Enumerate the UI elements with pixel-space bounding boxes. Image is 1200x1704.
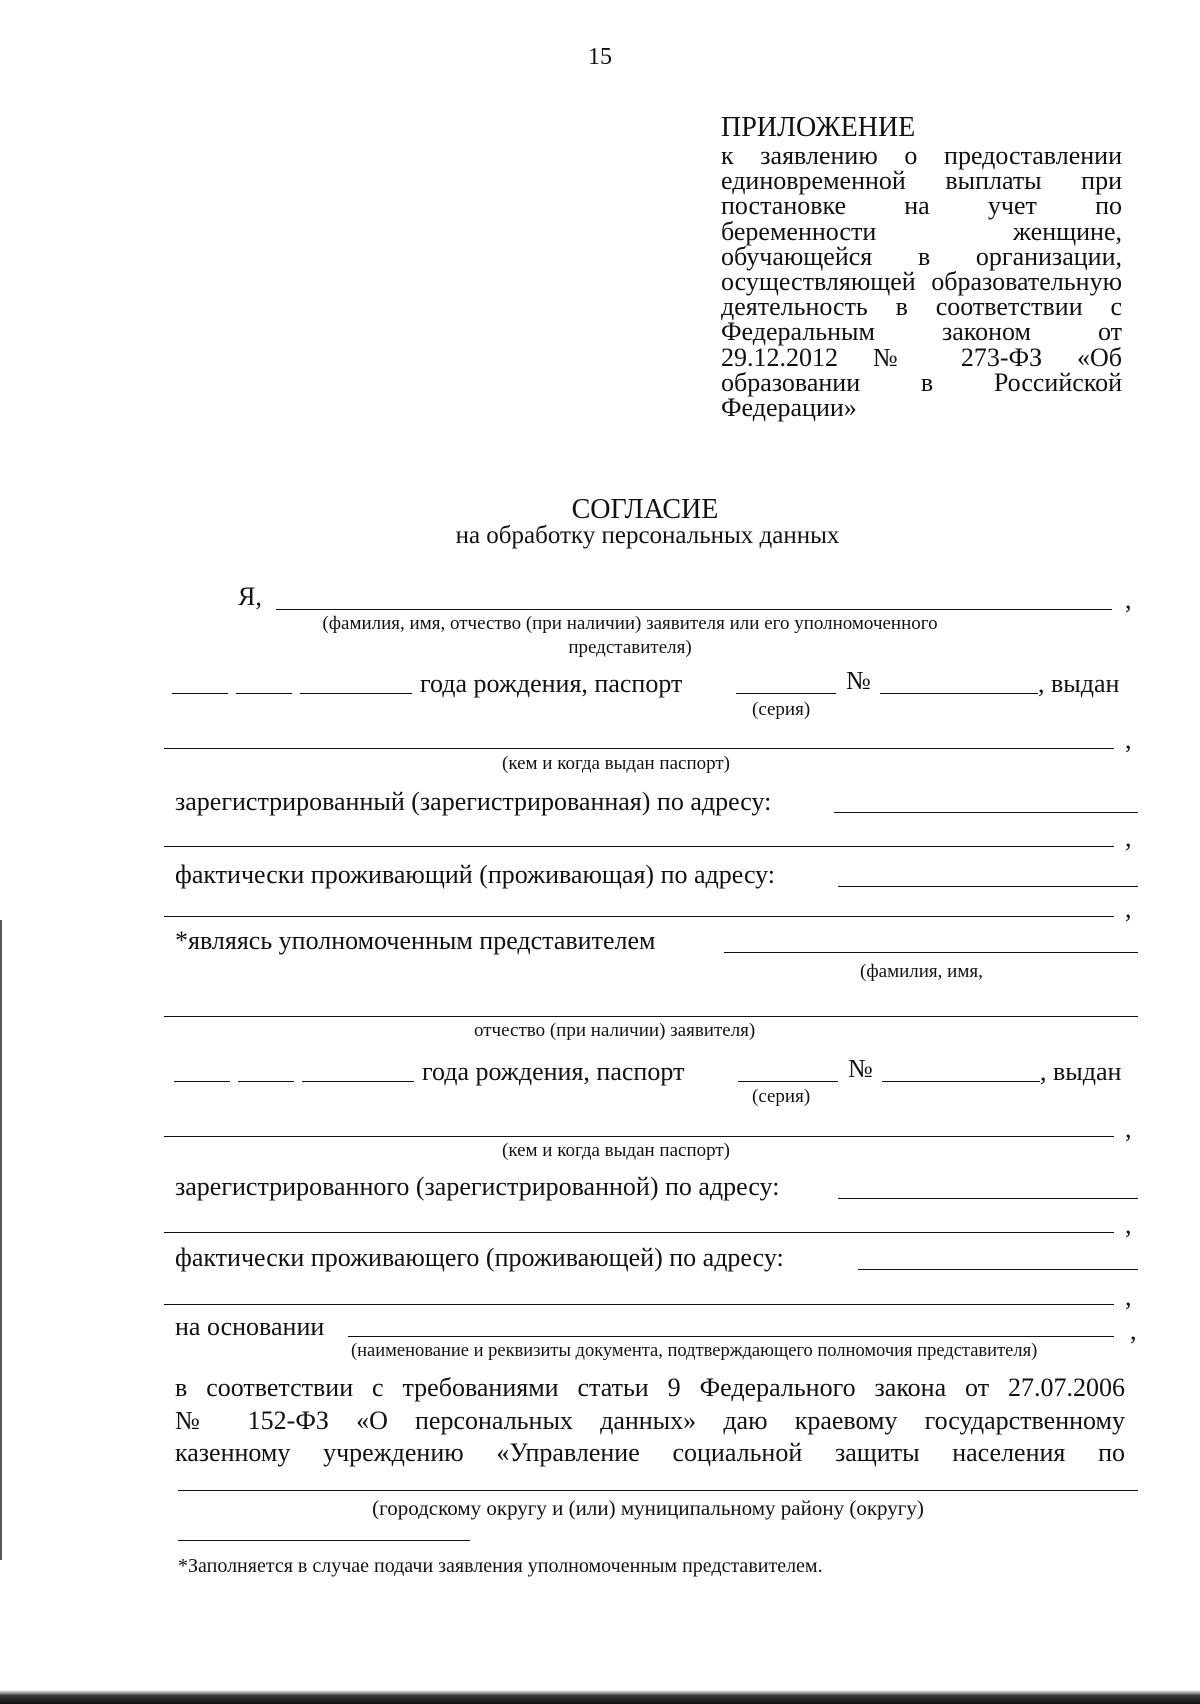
living-address-field[interactable] <box>838 886 1138 887</box>
rep-passport-issued-by-field[interactable] <box>164 1136 1114 1137</box>
basis-label: на основании <box>175 1312 325 1341</box>
hint-basis-document: (наименование и реквизиты документа, подтверждающего полномочия представителя) <box>351 1341 1038 1361</box>
rep-registered-address-label: зарегистрированного (зарегистрированной) по адресу: <box>175 1172 780 1201</box>
living-address-label: фактически проживающий (проживающая) по адресу: <box>175 860 776 889</box>
issued-label: , выдан <box>1040 1057 1122 1086</box>
rep-birth-year-field[interactable] <box>302 1081 414 1082</box>
hint-applicant-fio-line1: (фамилия, имя, отчество (при наличии) заявителя или его уполномоченного <box>322 613 938 634</box>
rep-passport-series-field[interactable] <box>738 1081 838 1082</box>
appendix-block <box>721 112 1122 423</box>
applicant-fio-field[interactable] <box>276 609 1112 610</box>
hint-series: (серия) <box>752 699 811 720</box>
comma: , <box>1130 1316 1137 1345</box>
rep-birth-month-field[interactable] <box>238 1081 294 1082</box>
hint-representative-fio-line2: отчество (при наличии) заявителя) <box>474 1020 756 1041</box>
representative-fio-field[interactable] <box>724 952 1138 953</box>
rep-living-address-field-cont[interactable] <box>164 1304 1114 1305</box>
consent-text-line3: казенному учреждению «Управление социальной защиты населения по <box>175 1438 1125 1467</box>
rep-registered-address-field-cont[interactable] <box>164 1232 1114 1233</box>
registered-address-field[interactable] <box>834 812 1138 813</box>
rep-registered-address-field[interactable] <box>838 1198 1138 1199</box>
number-sign: № <box>846 666 871 695</box>
issued-label: , выдан <box>1038 669 1120 698</box>
consent-text-line1: в соответствии с требованиями статьи 9 Федерального закона от 27.07.2006 <box>175 1373 1125 1402</box>
scan-left-edge <box>0 920 2 1560</box>
appendix-text: к заявлению о предоставлении единовременной выплаты при постановке на учет по беременности женщине, обучающейся в организации, осуществляющей образовательную деятельность в соответствии с Федеральным законом от 29.12.2012 № 273-ФЗ «Об образовании в Российской Федерации» <box>721 141 1122 423</box>
rep-living-address-field[interactable] <box>858 1269 1138 1270</box>
hint-issued-by: (кем и когда выдан паспорт) <box>502 753 731 774</box>
rep-birth-passport-label: года рождения, паспорт <box>422 1057 685 1086</box>
passport-number-field[interactable] <box>880 693 1038 694</box>
rep-living-address-label: фактически проживающего (проживающей) по адресу: <box>175 1243 784 1272</box>
document-subtitle: на обработку персональных данных <box>455 522 840 549</box>
comma: , <box>1125 1282 1132 1311</box>
registered-address-field-cont[interactable] <box>164 846 1114 847</box>
rep-passport-number-field[interactable] <box>882 1081 1040 1082</box>
page-number: 15 <box>588 44 612 70</box>
document-title: СОГЛАСИЕ <box>571 494 719 525</box>
hint-district: (городскому округу и (или) муниципальному району (округу) <box>372 1496 924 1520</box>
appendix-title: ПРИЛОЖЕНИЕ <box>721 112 916 143</box>
birth-day-field[interactable] <box>172 693 228 694</box>
comma: , <box>1125 823 1132 852</box>
hint-applicant-fio-line2: представителя) <box>568 637 692 658</box>
rep-birth-day-field[interactable] <box>174 1081 230 1082</box>
hint-issued-by: (кем и когда выдан паспорт) <box>502 1140 731 1161</box>
registered-address-label: зарегистрированный (зарегистрированная) по адресу: <box>175 787 772 816</box>
number-sign: № <box>848 1054 873 1083</box>
representative-fio-field-cont[interactable] <box>164 1016 1138 1017</box>
birth-passport-label: года рождения, паспорт <box>420 669 683 698</box>
birth-month-field[interactable] <box>236 693 292 694</box>
scan-bottom-edge <box>0 1690 1200 1704</box>
comma: , <box>1125 1114 1132 1143</box>
footnote-separator <box>178 1540 470 1541</box>
passport-series-field[interactable] <box>736 693 836 694</box>
comma: , <box>1125 1210 1132 1239</box>
consent-text-line2: № 152-ФЗ «О персональных данных» даю краевому государственному <box>175 1406 1125 1435</box>
hint-representative-fio-line1: (фамилия, имя, <box>860 961 983 982</box>
representative-label: *являясь уполномоченным представителем <box>175 926 656 955</box>
district-field[interactable] <box>178 1490 1138 1491</box>
comma: , <box>1125 585 1132 614</box>
basis-document-field[interactable] <box>348 1336 1114 1337</box>
hint-series: (серия) <box>752 1086 811 1107</box>
comma: , <box>1125 894 1132 923</box>
ya-label: Я, <box>238 582 262 611</box>
passport-issued-by-field[interactable] <box>164 748 1114 749</box>
birth-year-field[interactable] <box>300 693 412 694</box>
comma: , <box>1125 725 1132 754</box>
footnote: *Заполняется в случае подачи заявления уполномоченным представителем. <box>178 1555 823 1577</box>
living-address-field-cont[interactable] <box>164 916 1114 917</box>
